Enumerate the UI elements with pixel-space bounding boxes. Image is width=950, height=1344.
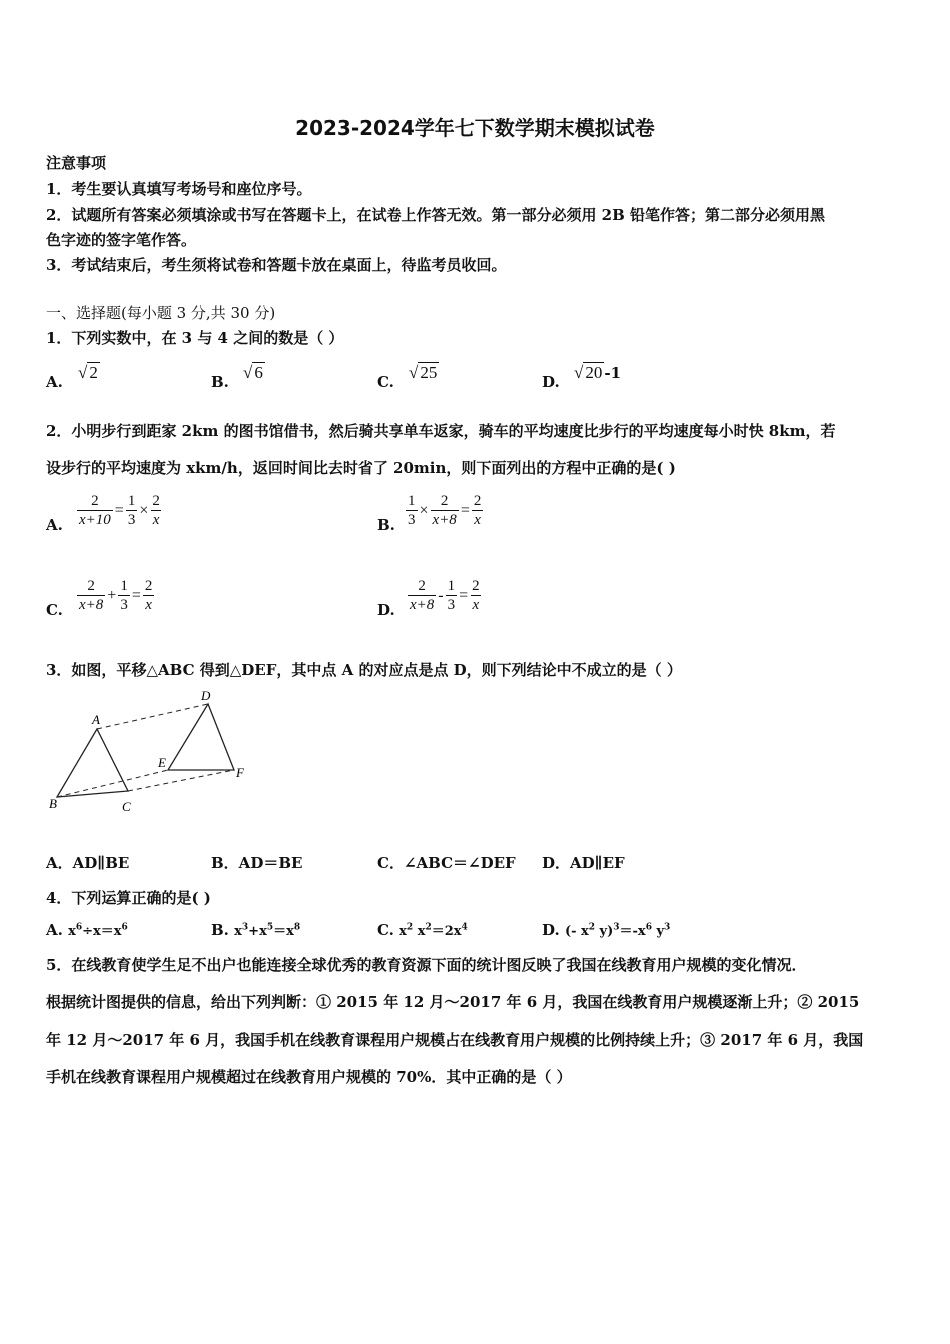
notice-heading: 注意事项 (46, 154, 107, 172)
point-label-d: D (201, 688, 211, 703)
section-heading: 一、选择题(每小题 3 分,共 30 分) (46, 304, 276, 322)
q2-option-d: $\frac{2}{x+8}$ - $\frac{1}{3}$ = $\frac{2}{x}$ (410, 578, 480, 613)
fraction: $\frac{2}{x}$ (472, 578, 480, 613)
fraction: $\frac{2}{x}$ (152, 493, 160, 528)
q1-option-b: √ 6 (243, 363, 263, 382)
point-label-b: B (49, 796, 57, 811)
q1-option-a: √ 2 (78, 363, 98, 382)
triangle-abc (57, 729, 128, 797)
q3-stem: 3．如图，平移△ABC 得到△DEF，其中点 A 的对应点是点 D，则下列结论中不成立的是（ ） (46, 661, 682, 679)
point-label-f: F (236, 765, 244, 780)
q2-label-c: C. (46, 601, 63, 619)
q1-stem: 1．下列实数中，在 3 与 4 之间的数是（ ） (46, 329, 344, 347)
triangle-def (168, 704, 234, 770)
q3-option-b: B．AD＝BE (211, 854, 303, 872)
page-title: 2023-2024学年七下数学期末模拟试卷 (295, 116, 655, 140)
q1-label-a: A. (46, 373, 63, 391)
q2-option-b: $\frac{1}{3}$ × $\frac{2}{x+8}$ = $\frac{2}{x}$ (408, 493, 482, 528)
q2-stem-line2: 设步行的平均速度为 xkm/h，返回时间比去时省了 20min，则下面列出的方程中正确的是( ) (46, 459, 676, 477)
q2-label-b: B. (377, 516, 395, 534)
point-label-c: C (122, 799, 131, 814)
q2-label-a: A. (46, 516, 63, 534)
fraction: $\frac{1}{3}$ (127, 493, 136, 528)
q2-label-d: D. (377, 601, 395, 619)
notice-item: 1．考生要认真填写考场号和座位序号。 (46, 180, 312, 198)
fraction: $\frac{2}{x+8}$ (410, 578, 435, 613)
fraction: $\frac{2}{x+8}$ (432, 493, 457, 528)
radicand: 25 (420, 363, 438, 382)
q5-line: 手机在线教育课程用户规模超过在线教育用户规模的 70%．其中正确的是（ ） (46, 1068, 572, 1086)
point-label-e: E (158, 755, 166, 770)
notice-item: 色字迹的签字笔作答。 (46, 231, 197, 249)
q5-line: 根据统计图提供的信息，给出下列判断：① 2015 年 12 月～2017 年 6 月，我国在线教育用户规模逐渐上升；② 2015 (46, 993, 860, 1011)
q4-option-b: B. $x^3+x^5=x^8$ (211, 921, 301, 939)
radicand: 20 (585, 363, 603, 382)
q4-stem: 4．下列运算正确的是( ) (46, 889, 211, 907)
radicand: 2 (89, 363, 98, 382)
minus-one: -1 (604, 364, 622, 382)
q1-option-d: √ 20 -1 (574, 363, 622, 382)
notice-item: 2．试题所有答案必须填涂或书写在答题卡上，在试卷上作答无效。第一部分必须用 2B 铅笔作答；第二部分必须用黑 (46, 206, 826, 224)
fraction: $\frac{1}{3}$ (447, 578, 456, 613)
fraction: $\frac{1}{3}$ (120, 578, 128, 613)
fraction: $\frac{1}{3}$ (408, 493, 416, 528)
q3-option-c: C．∠ABC＝∠DEF (377, 854, 516, 872)
q2-stem-line1: 2．小明步行到距家 2km 的图书馆借书，然后骑共享单车返家，骑车的平均速度比步行的平均速度每小时快 8km，若 (46, 422, 836, 440)
translation-figure (40, 688, 270, 818)
q1-label-c: C. (377, 373, 394, 391)
fraction: $\frac{2}{x+10}$ (79, 493, 111, 528)
q2-option-a: $\frac{2}{x+10}$ = $\frac{1}{3}$ × $\frac{2}{x}$ (79, 493, 160, 528)
q4-option-c: C. $x^2$ $x^2=2x^4$ (377, 921, 468, 939)
q1-label-d: D. (542, 373, 560, 391)
q3-option-a: A．AD∥BE (46, 854, 130, 872)
q4-option-a: A. $x^6\div x=x^6$ (46, 921, 128, 939)
q1-option-c: √ 25 (409, 363, 438, 382)
q5-line: 5．在线教育使学生足不出户也能连接全球优秀的教育资源下面的统计图反映了我国在线教育用户规模的变化情况． (46, 956, 807, 974)
q4-option-d: D. (- $x^2$ $y)^3=-x^6$ $y^3$ (542, 921, 671, 939)
dashed-cf (128, 770, 234, 791)
q1-label-b: B. (211, 373, 229, 391)
q3-option-d: D．AD∥EF (542, 854, 625, 872)
dashed-ad (97, 704, 208, 729)
fraction: $\frac{2}{x+8}$ (79, 578, 104, 613)
radicand: 6 (254, 363, 263, 382)
fraction: $\frac{2}{x}$ (144, 578, 153, 613)
notice-item: 3．考试结束后，考生须将试卷和答题卡放在桌面上，待监考员收回。 (46, 256, 507, 274)
point-label-a: A (92, 712, 100, 727)
q2-option-c: $\frac{2}{x+8}$ + $\frac{1}{3}$ = $\frac{2}{x}$ (79, 578, 153, 613)
q5-line: 年 12 月～2017 年 6 月，我国手机在线教育课程用户规模占在线教育用户规模的比例持续上升；③ 2017 年 6 月，我国 (46, 1031, 864, 1049)
fraction: $\frac{2}{x}$ (473, 493, 482, 528)
